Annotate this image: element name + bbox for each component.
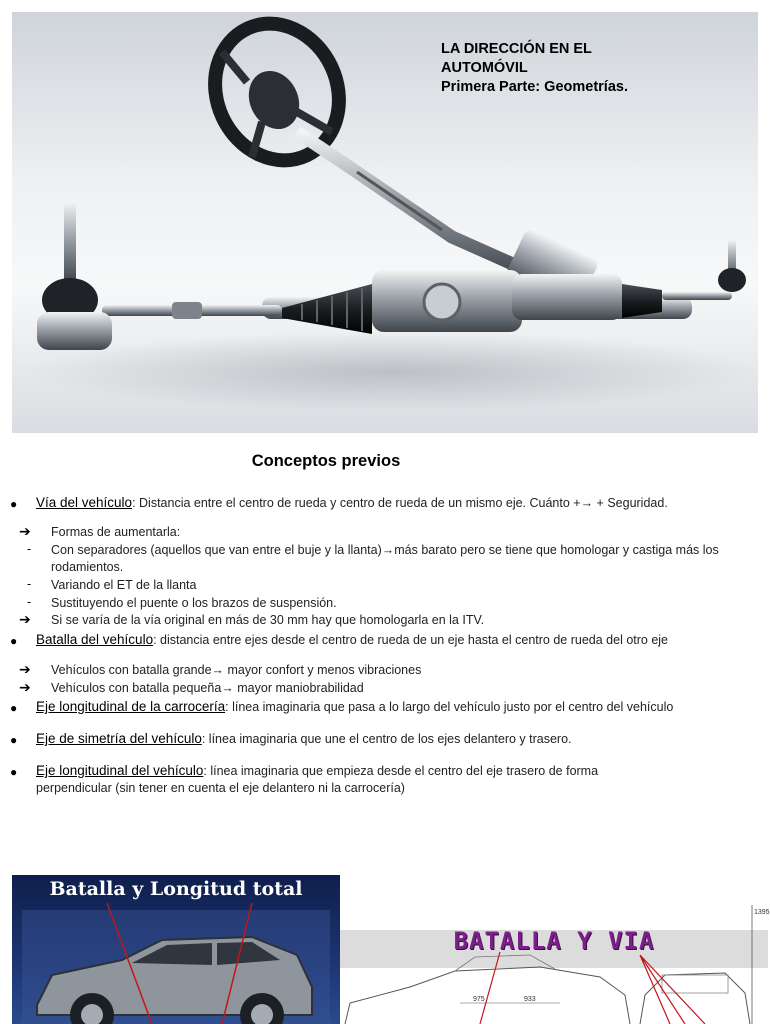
term-eje-vehiculo: Eje longitudinal del vehículo xyxy=(36,763,204,778)
section-heading: Conceptos previos xyxy=(251,452,401,470)
hero-title-line-1: LA DIRECCIÓN EN EL xyxy=(441,41,592,57)
dash-icon: - xyxy=(27,595,32,609)
hero-title-line-2: AUTOMÓVIL xyxy=(441,60,528,76)
via-sub-4: Variando el ET de la llanta xyxy=(51,578,197,592)
arrow-icon: ➔ xyxy=(19,523,31,539)
via-sub-5: Sustituyendo el puente o los brazos de suspensión. xyxy=(51,596,337,610)
hero-image xyxy=(12,12,758,433)
dimension-label: 933 xyxy=(524,996,536,1003)
bullet-icon: ● xyxy=(10,733,18,747)
definition-eje-carroceria: : línea imaginaria que pasa a lo largo del vehículo justo por el centro del vehículo xyxy=(225,700,674,714)
slide-left-title: Batalla y Longitud total xyxy=(49,878,303,900)
term-eje-simetria: Eje de simetría del vehículo xyxy=(36,731,202,746)
term-eje-carroceria: Eje longitudinal de la carrocería xyxy=(36,699,226,714)
slide-right-title: BATALLA Y VIA xyxy=(453,927,655,955)
bullet-icon: ● xyxy=(10,497,18,511)
hero-title-line-3: Primera Parte: Geometrías. xyxy=(441,79,628,95)
dimension-label: 975 xyxy=(473,996,485,1003)
batalla-sub-2: Vehículos con batalla pequeña→ mayor maniobrabilidad xyxy=(51,681,364,695)
list-item-eje-vehiculo xyxy=(36,762,598,780)
bullet-icon: ● xyxy=(10,634,18,648)
via-sub-6: Si se varía de la vía original en más de 30 mm hay que homologarla en la ITV. xyxy=(51,613,485,627)
arrow-icon: ➔ xyxy=(19,679,31,695)
term-batalla: Batalla del vehículo xyxy=(36,632,154,647)
definition-batalla: : distancia entre ejes desde el centro de rueda de un eje hasta el centro de rueda del otro eje xyxy=(153,633,669,647)
bullet-icon: ● xyxy=(10,765,18,779)
arrow-icon: ➔ xyxy=(19,611,31,627)
batalla-sub-1: Vehículos con batalla grande→ mayor confort y menos vibraciones xyxy=(51,663,422,677)
definition-eje-simetria: : línea imaginaria que une el centro de los ejes delantero y trasero. xyxy=(201,732,572,746)
list-item-eje-carroceria xyxy=(36,698,673,716)
via-sub-1: Formas de aumentarla: xyxy=(51,525,181,539)
list-item-via xyxy=(36,494,668,512)
dash-icon: - xyxy=(27,577,32,591)
tie-rod-end-left xyxy=(37,202,112,350)
slide-batalla-longitud xyxy=(12,875,340,1024)
bullet-icon: ● xyxy=(10,701,18,715)
via-sub-3: rodamientos. xyxy=(51,560,124,574)
definition-eje-vehiculo-cont: perpendicular (sin tener en cuenta el eje delantero ni la carrocería) xyxy=(36,781,405,795)
definition-via: : Distancia entre el centro de rueda y centro de rueda de un mismo eje. Cuánto +→ + Seguridad. xyxy=(132,496,668,510)
arrow-icon: ➔ xyxy=(19,661,31,677)
car-dimension-diagram xyxy=(340,875,768,1024)
definition-eje-vehiculo: : línea imaginaria que empieza desde el centro del eje trasero de forma xyxy=(203,764,599,778)
slide-batalla-via xyxy=(340,875,768,1024)
car-illustration xyxy=(12,875,340,1024)
dash-icon: - xyxy=(27,542,32,556)
list-item-batalla xyxy=(36,631,668,649)
via-sub-2: Con separadores (aquellos que van entre el buje y la llanta)→más barato pero se tiene que homologar y castiga más los xyxy=(51,543,719,557)
dimension-label: 1395 xyxy=(754,909,770,916)
hero-title xyxy=(441,40,741,97)
term-via: Vía del vehículo xyxy=(36,495,133,510)
list-item-eje-simetria xyxy=(36,730,572,748)
bellows-left xyxy=(282,284,372,334)
